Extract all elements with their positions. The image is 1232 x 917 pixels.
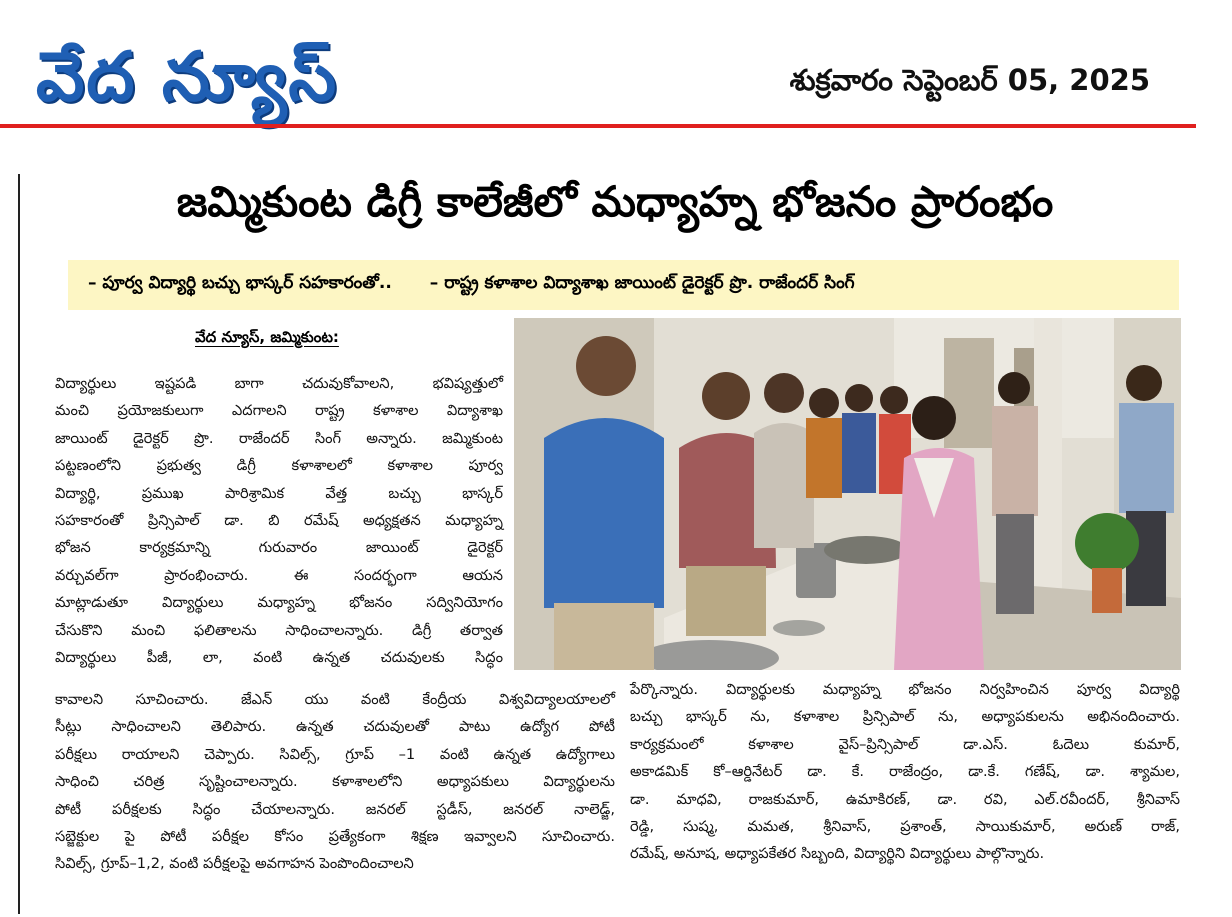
- publication-date: శుక్రవారం సెప్టెంబర్ 05, 2025: [789, 63, 1150, 97]
- article-text-line: భోజన కార్యక్రమాన్ని గురువారం జాయింట్ డైరెక్టర్: [55, 539, 503, 557]
- masthead: [0, 0, 1232, 135]
- article-text-line: రమేష్, అనూష, అధ్యాపకేతర సిబ్బంది, విద్యార్థిని విద్యార్థులు పాల్గొన్నారు.: [630, 845, 1045, 863]
- article-text-line: జాయింట్ డైరెక్టర్ ప్రొ. రాజేందర్ సింగ్ అన్నారు. జమ్మికుంట: [55, 429, 503, 447]
- article-text-line: విద్యార్థులు పీజీ, లా, వంటి ఉన్నత చదువులకు సిద్ధం: [55, 649, 503, 667]
- article-text-line: విద్యార్థి, ప్రముఖ పారిశ్రామిక వేత్త బచ్చు భాస్కర్: [55, 484, 503, 502]
- article-headline: జమ్మికుంట డిగ్రీ కాలేజీలో మధ్యాహ్న భోజనం ప్రారంభం: [176, 177, 1054, 226]
- article-byline: వేద న్యూస్, జమ్మికుంట:: [195, 328, 339, 346]
- article-text-line: పరీక్షలు రాయాలని చెప్పారు. సివిల్స్, గ్రూప్ –1 వంటి ఉన్నత ఉద్యోగాలు: [55, 745, 615, 763]
- article-text-line: సీట్లు సాధించాలని తెలిపారు. ఉన్నత చదువులతో పాటు ఉద్యోగ పోటీ: [55, 718, 615, 736]
- article-photo: [514, 318, 1181, 670]
- article-text-line: పోటీ పరీక్షలకు సిద్ధం చేయాలన్నారు. జనరల్ స్టడీస్, జనరల్ నాలెడ్జ్,: [55, 800, 615, 818]
- article-text-line: రెడ్డి, సుష్మ, మమత, శ్రీనివాస్, ప్రశాంత్, సాయికుమార్, అరుణ్ రాజ్,: [630, 818, 1180, 836]
- article-column-b: [55, 686, 615, 878]
- article-text-line: సాధించి చరిత్ర సృష్టించాలన్నారు. కళాశాలలోని అధ్యాపకులు విద్యార్థులను: [55, 773, 615, 791]
- masthead-divider: [0, 124, 1196, 128]
- article-text-line: కావాలని సూచించారు. జేఎన్ యు వంటి కేంద్రీయ విశ్వవిద్యాలయాలలో: [55, 691, 615, 708]
- subheadline-band: [68, 260, 1179, 310]
- subheadline-1: – పూర్వ విద్యార్థి బచ్చు భాస్కర్ సహకారంతో..: [88, 273, 392, 293]
- column-rule: [18, 174, 20, 914]
- photo-illustration: [514, 318, 1181, 670]
- article-text-line: పట్టణంలోని ప్రభుత్వ డిగ్రీ కళాశాలలో కళాశాల పూర్వ: [55, 457, 503, 475]
- article-text-line: సహకారంతో ప్రిన్సిపాల్ డా. బి రమేష్ అధ్యక్షతన మధ్యాహ్న: [55, 512, 503, 530]
- article-text-line: సబ్జెక్టుల పై పోటీ పరీక్షల కోసం ప్రత్యేకంగా శిక్షణ ఇవ్వాలని సూచించారు.: [55, 828, 615, 846]
- article-text-line: బచ్చు భాస్కర్ ను, కళాశాల ప్రిన్సిపాల్ ను, అధ్యాపకులను అభినందించారు.: [630, 708, 1180, 726]
- subheadline-2: – రాష్ట్ర కళాశాల విద్యాశాఖ జాయింట్ డైరెక్టర్ ప్రొ. రాజేందర్ సింగ్: [429, 273, 855, 293]
- article-text-line: వర్చువల్‌గా ప్రారంభించారు. ఈ సందర్భంగా ఆయన: [55, 566, 503, 584]
- article-text-line: చేసుకొని మంచి ఫలితాలను సాధించాలన్నారు. డిగ్రీ తర్వాత: [55, 621, 503, 639]
- article-text-line: సివిల్స్, గ్రూప్–1,2, వంటి పరీక్షలపై అవగాహన పెంపొందించాలని: [55, 855, 414, 873]
- article-text-line: విద్యార్థులు ఇష్టపడి బాగా చదువుకోవాలని, భవిష్యత్తులో: [55, 375, 503, 392]
- article-text-line: పేర్కొన్నారు. విద్యార్థులకు మధ్యాహ్న భోజనం నిర్వహించిన పూర్వ విద్యార్థి: [630, 681, 1180, 698]
- article-text-line: కార్యక్రమంలో కళాశాల వైస్–ప్రిన్సిపాల్ డా.ఎస్. ఓదెలు కుమార్,: [630, 735, 1180, 753]
- newspaper-logo: వేద న్యూస్: [36, 38, 339, 117]
- article-column-c: [630, 676, 1180, 868]
- article-text-line: డా. మాధవి, రాజకుమార్, ఉమాకిరణ్, డా. రవి, ఎల్.రవీందర్, శ్రీనివాస్: [630, 790, 1180, 808]
- article-text-line: అకాడమిక్ కో–ఆర్డినేటర్ డా. కే. రాజేంద్రం, డా.కే. గణేష్, డా. శ్యామల,: [630, 763, 1180, 781]
- article-column-a: [55, 370, 503, 671]
- article-text-line: మంచి ప్రయోజకులుగా ఎదగాలని రాష్ట్ర కళాశాల విద్యాశాఖ: [55, 402, 503, 420]
- article-text-line: మాట్లాడుతూ విద్యార్థులు మధ్యాహ్న భోజనం సద్వినియోగం: [55, 594, 503, 612]
